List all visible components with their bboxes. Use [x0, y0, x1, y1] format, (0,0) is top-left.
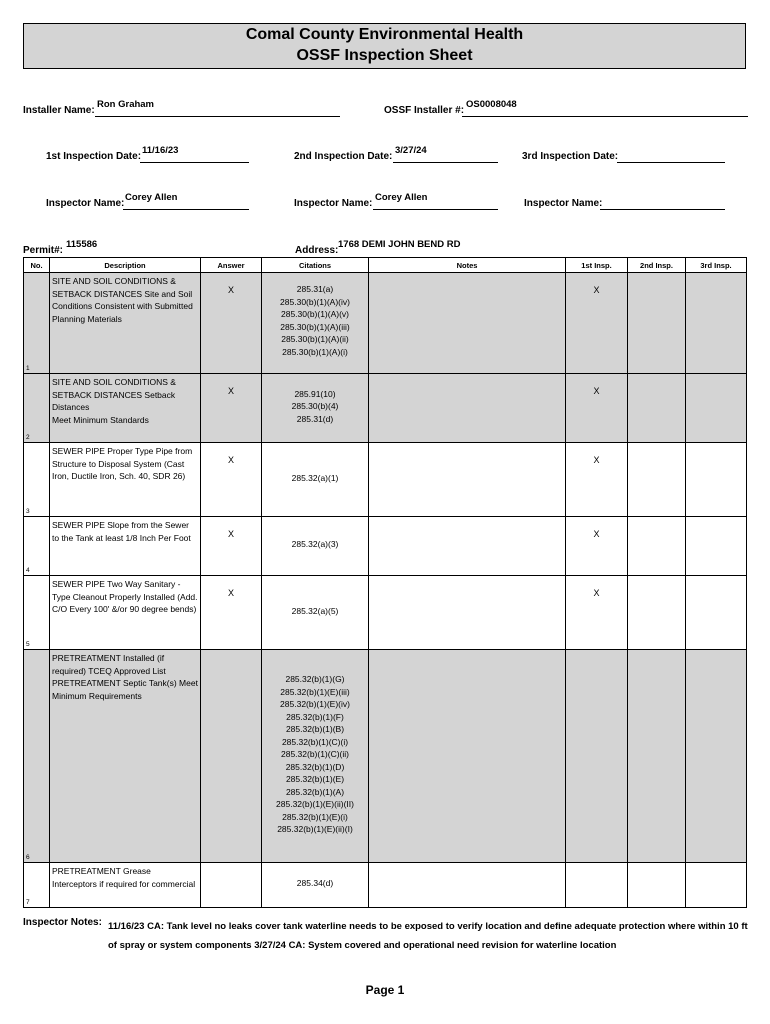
citation: 285.32(b)(1)(F) — [286, 711, 344, 722]
table-row — [24, 863, 747, 908]
description-cell: PRETREATMENT Installed (if required) TCEQ Approved List PRETREATMENT Septic Tank(s) Meet Minimum Requirements — [50, 650, 201, 863]
inspector2-line — [373, 209, 498, 210]
citation: 285.32(b)(1)(E)(iii) — [280, 686, 350, 697]
first-insp-cell[interactable]: X — [566, 443, 628, 517]
inspector1-name-value[interactable]: Corey Allen — [125, 192, 178, 203]
first-insp-cell[interactable] — [566, 650, 628, 863]
citation: 285.32(a)(1) — [291, 472, 339, 483]
second-insp-cell[interactable] — [628, 863, 686, 908]
citations-cell — [262, 273, 369, 374]
inspector3-line — [600, 209, 725, 210]
inspection-table — [23, 257, 747, 908]
citation: 285.30(b)(1)(A)(ii) — [281, 334, 349, 344]
installer-number-label: OSSF Installer #: — [384, 105, 465, 116]
page-number: Page 1 — [365, 983, 405, 997]
row-number-cell — [24, 443, 50, 517]
citations-cell — [262, 576, 369, 650]
first-date-line — [140, 162, 249, 163]
row-number: 1 — [26, 365, 30, 372]
installer-number-line — [462, 116, 748, 117]
citation: 285.32(b)(1)(E)(ii)(II) — [276, 799, 354, 810]
row-number: 7 — [26, 899, 30, 906]
first-inspection-date-label: 1st Inspection Date: — [46, 151, 142, 162]
notes-cell[interactable] — [369, 576, 566, 650]
permit-value[interactable]: 115586 — [66, 239, 98, 250]
installer-name-value[interactable]: Ron Graham — [97, 99, 155, 110]
citations-cell — [262, 650, 369, 863]
col-header-description: Description — [50, 258, 201, 273]
description-cell: SITE AND SOIL CONDITIONS & SETBACK DISTANCES Setback Distances Meet Minimum Standards — [50, 374, 201, 443]
third-insp-cell[interactable] — [686, 374, 747, 443]
row-number-cell — [24, 273, 50, 374]
form-header — [23, 23, 746, 69]
inspector2-name-value[interactable]: Corey Allen — [375, 192, 428, 203]
first-insp-cell[interactable]: X — [566, 273, 628, 374]
table-header-row — [24, 258, 747, 273]
citation: 285.32(b)(1)(E)(i) — [282, 811, 348, 822]
col-header-2nd-insp: 2nd Insp. — [628, 258, 686, 273]
row-number: 5 — [26, 641, 30, 648]
col-header-1st-insp: 1st Insp. — [566, 258, 628, 273]
col-header-answer: Answer — [201, 258, 262, 273]
citation: 285.32(a)(3) — [291, 539, 339, 550]
citation: 285.32(b)(1)(A) — [285, 786, 345, 797]
answer-cell[interactable] — [201, 650, 262, 863]
inspector-notes-label: Inspector Notes: — [23, 917, 102, 928]
third-inspection-date-label: 3rd Inspection Date: — [522, 151, 619, 162]
third-insp-cell[interactable] — [686, 273, 747, 374]
answer-cell[interactable]: X — [201, 273, 262, 374]
row-number: 2 — [26, 434, 30, 441]
description-cell: SITE AND SOIL CONDITIONS & SETBACK DISTANCES Site and Soil Conditions Consistent with Submitted Planning Materials — [50, 273, 201, 374]
notes-cell[interactable] — [369, 517, 566, 576]
col-header-no: No. — [24, 258, 50, 273]
first-inspection-date-value[interactable]: 11/16/23 — [142, 145, 179, 156]
description-cell: SEWER PIPE Proper Type Pipe from Structure to Disposal System (Cast Iron, Ductile Iron, Sch. 40, SDR 26) — [50, 443, 201, 517]
installer-number-value[interactable]: OS0008048 — [466, 99, 517, 110]
notes-cell[interactable] — [369, 374, 566, 443]
table-row — [24, 576, 747, 650]
citation: 285.32(b)(1)(E)(ii)(I) — [277, 824, 353, 835]
row-number-cell — [24, 863, 50, 908]
row-number-cell — [24, 517, 50, 576]
row-number-cell — [24, 650, 50, 863]
col-header-3rd-insp: 3rd Insp. — [686, 258, 747, 273]
permit-label: Permit#: — [23, 245, 64, 256]
first-insp-cell[interactable]: X — [566, 576, 628, 650]
row-number-cell — [24, 374, 50, 443]
table-row — [24, 650, 747, 863]
address-label: Address: — [295, 245, 339, 256]
inspector3-name-label: Inspector Name: — [524, 198, 603, 209]
first-insp-cell[interactable]: X — [566, 517, 628, 576]
row-number-cell — [24, 576, 50, 650]
citation: 285.31(a) — [296, 284, 334, 294]
citation: 285.91(10) — [294, 388, 336, 399]
citation: 285.30(b)(1)(A)(v) — [280, 309, 350, 319]
second-date-line — [393, 162, 498, 163]
row-number: 3 — [26, 508, 30, 515]
second-insp-cell[interactable] — [628, 650, 686, 863]
third-date-line — [617, 162, 725, 163]
citations-cell — [262, 443, 369, 517]
second-insp-cell[interactable] — [628, 576, 686, 650]
inspector1-line — [123, 209, 249, 210]
answer-cell[interactable]: X — [201, 443, 262, 517]
second-inspection-date-label: 2nd Inspection Date: — [294, 151, 393, 162]
second-insp-cell[interactable] — [628, 374, 686, 443]
second-insp-cell[interactable] — [628, 443, 686, 517]
citation: 285.30(b)(1)(A)(i) — [282, 346, 348, 357]
inspector1-name-label: Inspector Name: — [46, 198, 125, 209]
row-number: 4 — [26, 567, 30, 574]
col-header-citations: Citations — [262, 258, 369, 273]
notes-cell[interactable] — [369, 863, 566, 908]
col-header-notes: Notes — [369, 258, 566, 273]
citation: 285.32(b)(1)(E) — [285, 774, 345, 785]
citation: 285.32(b)(1)(C)(i) — [281, 736, 349, 747]
citation: 285.30(b)(4) — [291, 401, 339, 412]
second-insp-cell[interactable] — [628, 517, 686, 576]
first-insp-cell[interactable] — [566, 863, 628, 908]
table-row — [24, 273, 747, 374]
notes-cell[interactable] — [369, 273, 566, 374]
citations-cell — [262, 374, 369, 443]
answer-cell[interactable] — [201, 863, 262, 908]
citation: 285.34(d) — [296, 878, 334, 889]
inspector2-name-label: Inspector Name: — [294, 198, 373, 209]
answer-cell[interactable]: X — [201, 576, 262, 650]
answer-cell[interactable]: X — [201, 374, 262, 443]
table-row — [24, 374, 747, 443]
third-insp-cell[interactable] — [686, 650, 747, 863]
form-title-line2: OSSF Inspection Sheet — [296, 47, 473, 64]
citation: 285.32(b)(1)(B) — [285, 724, 345, 735]
table-row — [24, 443, 747, 517]
citation: 285.30(b)(1)(A)(iv) — [280, 296, 350, 307]
first-insp-cell[interactable]: X — [566, 374, 628, 443]
answer-cell[interactable]: X — [201, 517, 262, 576]
second-insp-cell[interactable] — [628, 273, 686, 374]
citation: 285.32(b)(1)(E)(iv) — [280, 699, 350, 710]
address-value[interactable]: 1768 DEMI JOHN BEND RD — [338, 239, 461, 250]
third-insp-cell[interactable] — [686, 576, 747, 650]
third-insp-cell[interactable] — [686, 863, 747, 908]
citation: 285.31(d) — [296, 413, 334, 424]
installer-name-label: Installer Name: — [23, 105, 95, 116]
description-cell: SEWER PIPE Slope from the Sewer to the Tank at least 1/8 Inch Per Foot — [50, 517, 201, 576]
citation: 285.32(b)(1)(D) — [285, 761, 345, 772]
form-title-line1: Comal County Environmental Health — [245, 26, 524, 43]
citation: 285.32(a)(5) — [291, 605, 339, 616]
table-row — [24, 517, 747, 576]
citations-cell — [262, 517, 369, 576]
third-insp-cell[interactable] — [686, 443, 747, 517]
notes-cell[interactable] — [369, 650, 566, 863]
description-cell: SEWER PIPE Two Way Sanitary - Type Cleanout Properly Installed (Add. C/O Every 100' &/or 90 degree bends) — [50, 576, 201, 650]
row-number: 6 — [26, 854, 30, 861]
second-inspection-date-value[interactable]: 3/27/24 — [395, 145, 427, 156]
third-insp-cell[interactable] — [686, 517, 747, 576]
notes-cell[interactable] — [369, 443, 566, 517]
description-cell: PRETREATMENT Grease Interceptors if required for commercial — [50, 863, 201, 908]
inspector-notes-text[interactable]: 11/16/23 CA: Tank level no leaks cover tank waterline needs to be exposed to verify location and define adequate protection where within 10 ft of spray or system components 3/27/24 CA: System covered and operational need revision for waterline location — [108, 921, 748, 951]
citation: 285.32(b)(1)(C)(ii) — [280, 749, 349, 760]
citation: 285.30(b)(1)(A)(iii) — [280, 321, 350, 332]
installer-name-line — [95, 116, 340, 117]
citations-cell — [262, 863, 369, 908]
citation: 285.32(b)(1)(G) — [285, 674, 345, 685]
